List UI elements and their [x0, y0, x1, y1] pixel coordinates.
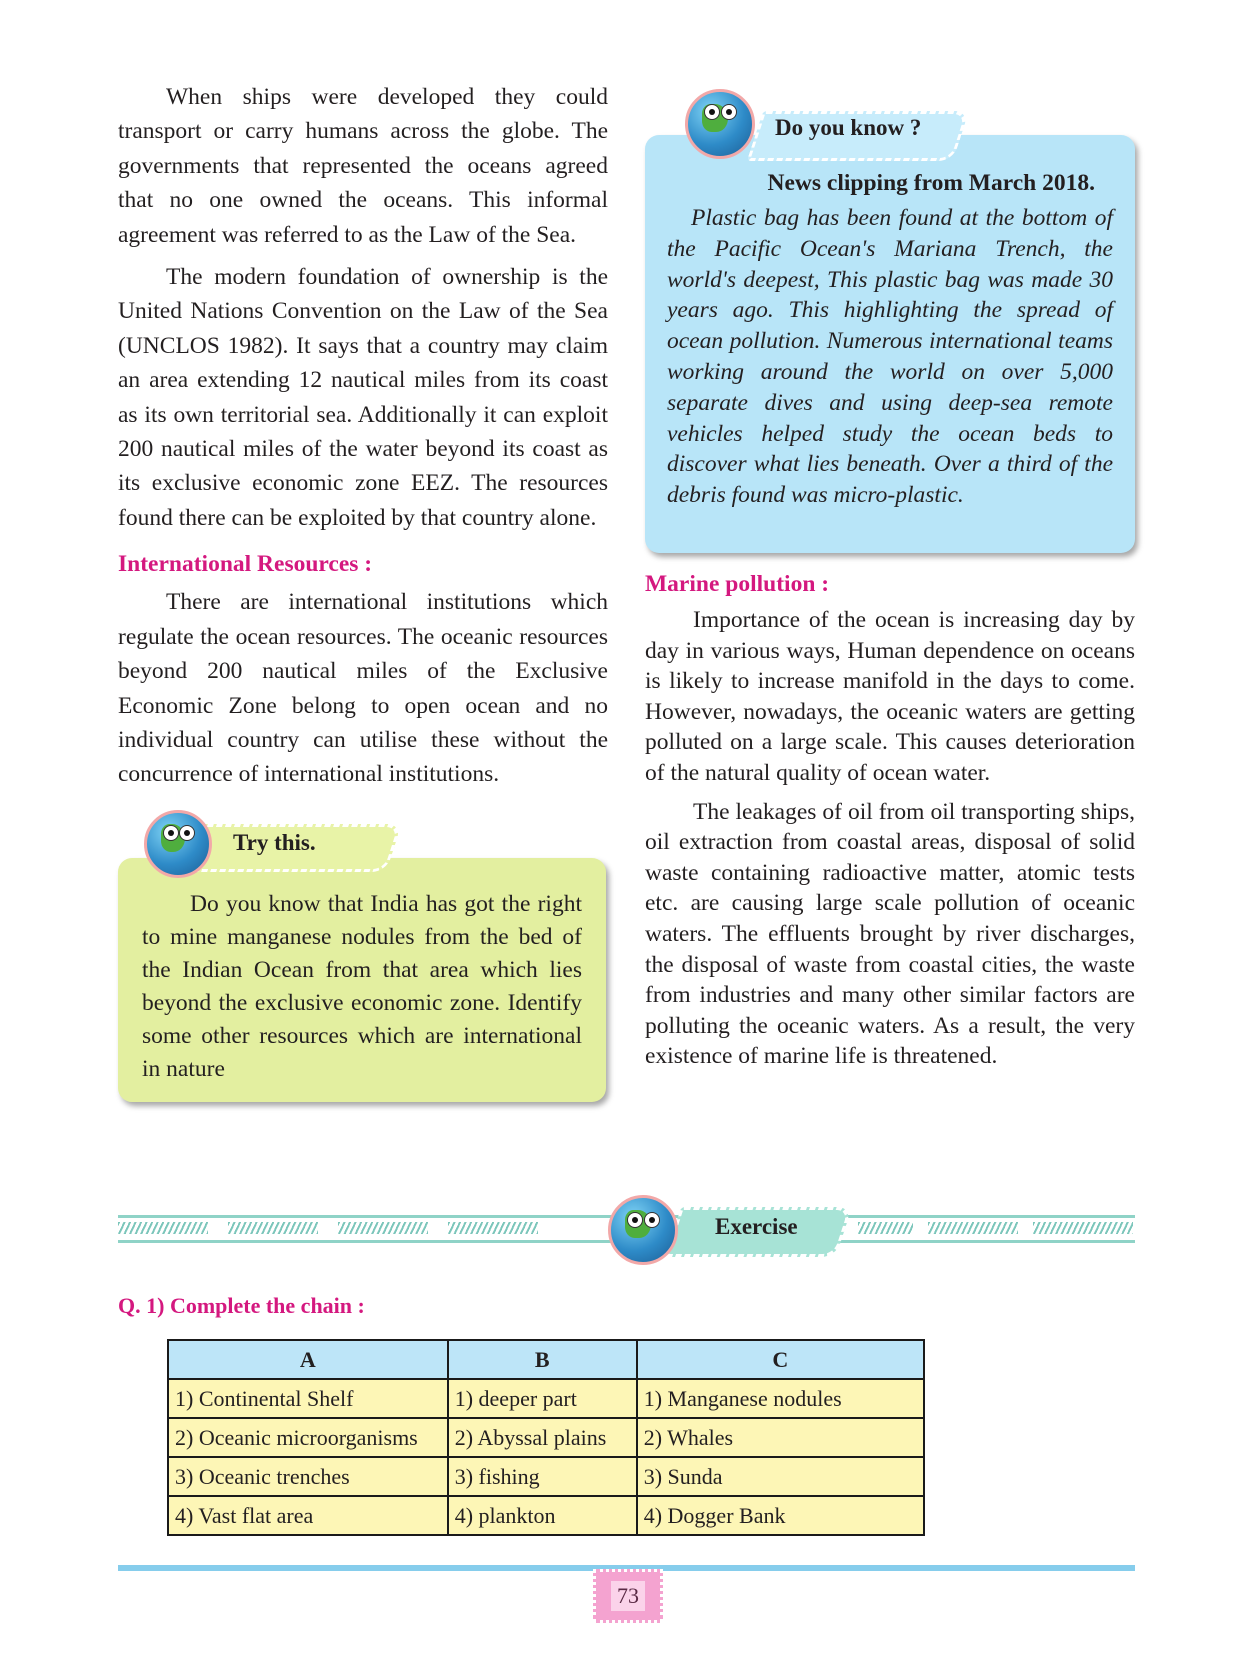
hatch-divider: [448, 1222, 538, 1234]
table-cell: 2) Whales: [637, 1418, 924, 1457]
table-header-row: [168, 1340, 924, 1379]
globe-mascot-icon: [685, 89, 755, 159]
table-cell: 3) Sunda: [637, 1457, 924, 1496]
heading-marine-pollution: Marine pollution :: [645, 571, 830, 597]
column-header-c: C: [637, 1340, 924, 1379]
paragraph-law-of-sea: When ships were developed they could transport or carry humans across the globe. The governments that represented the oceans agreed that no one owned the oceans. This informal agreement was referred to as the Law of the Sea.: [118, 84, 608, 248]
globe-mascot-icon: [608, 1195, 678, 1265]
column-header-a: A: [168, 1340, 448, 1379]
chain-table: [167, 1339, 925, 1536]
try-this-label: Try this.: [233, 829, 316, 855]
table-row: [168, 1457, 924, 1496]
paragraph-unclos: The modern foundation of ownership is the United Nations Convention on the Law of the Sea (UNCLOS 1982). It says that a country may claim an area extending 12 nautical miles from its coast as its own territorial sea. Additionally it can exploit 200 nautical miles of the water beyond its coast as its exclusive economic zone EEZ. The resources found there can be exploited by that country alone.: [118, 264, 608, 531]
table-row: [168, 1379, 924, 1418]
table-row: [168, 1496, 924, 1535]
table-cell: 1) Continental Shelf: [168, 1379, 448, 1418]
question-complete-chain: Q. 1) Complete the chain :: [118, 1293, 365, 1318]
table-cell: 2) Abyssal plains: [448, 1418, 637, 1457]
hatch-divider: [118, 1222, 208, 1234]
table-cell: 4) plankton: [448, 1496, 637, 1535]
right-column: [645, 85, 1135, 1080]
paragraph-international-institutions: There are international institutions which regulate the ocean resources. The oceanic resources beyond 200 nautical miles of the Exclusive Economic Zone belong to open ocean and no individual country can utilise these without the concurrence of international institutions.: [118, 589, 608, 788]
paragraph-pollution-causes: The leakages of oil from oil transporting ships, oil extraction from coastal areas, disposal of solid waste containing radioactive matter, atomic tests etc. are causing large scale pollution of oceanic waters. The effluents brought by river discharges, the disposal of waste from coastal cities, the waste from industries and many other similar factors are polluting the oceanic waters. As a result, the very existence of marine life is threatened.: [645, 798, 1135, 1070]
news-clipping-heading: News clipping from March 2018.: [767, 170, 1095, 196]
hatch-divider: [338, 1222, 428, 1234]
table-cell: 3) Oceanic trenches: [168, 1457, 448, 1496]
table-cell: 3) fishing: [448, 1457, 637, 1496]
page-number: 73: [611, 1581, 645, 1611]
table-cell: 1) deeper part: [448, 1379, 637, 1418]
try-this-box: [118, 806, 608, 1106]
hatch-divider: [858, 1222, 913, 1234]
globe-mascot-icon: [144, 810, 212, 878]
page-number-stamp: [593, 1569, 663, 1623]
exercise-label: Exercise: [715, 1214, 798, 1239]
do-you-know-label: Do you know ?: [775, 115, 922, 140]
news-clipping-text: Plastic bag has been found at the bottom of the Pacific Ocean's Mariana Trench, the world's deepest, This plastic bag was made 30 years ago. This highlighting the spread of ocean pollution. Numerous international teams working around the world on over 5,000 separate dives and using deep-sea remote vehicles helped study the ocean beds to discover what lies beneath. Over a third of the debris found was micro-plastic.: [667, 205, 1113, 509]
column-header-b: B: [448, 1340, 637, 1379]
try-this-text: Do you know that India has got the right to mine manganese nodules from the bed of the Indian Ocean from that area which lies beyond the exclusive economic zone. Identify some other resources which are international in nature: [142, 890, 582, 1082]
table-cell: 4) Dogger Bank: [637, 1496, 924, 1535]
exercise-band: [118, 1195, 1135, 1263]
left-column: [118, 80, 608, 1106]
table-row: [168, 1418, 924, 1457]
hatch-divider: [1033, 1222, 1133, 1234]
table-cell: 1) Manganese nodules: [637, 1379, 924, 1418]
paragraph-ocean-importance: Importance of the ocean is increasing day by day in various ways, Human dependence on oceans is likely to increase manifold in the days to come. However, nowadays, the oceanic waters are getting polluted on a large scale. This causes deterioration of the natural quality of ocean water.: [645, 607, 1135, 786]
heading-international-resources: International Resources :: [118, 551, 373, 578]
hatch-divider: [928, 1222, 1018, 1234]
do-you-know-box: [645, 85, 1135, 563]
table-cell: 4) Vast flat area: [168, 1496, 448, 1535]
table-cell: 2) Oceanic microorganisms: [168, 1418, 448, 1457]
hatch-divider: [228, 1222, 318, 1234]
